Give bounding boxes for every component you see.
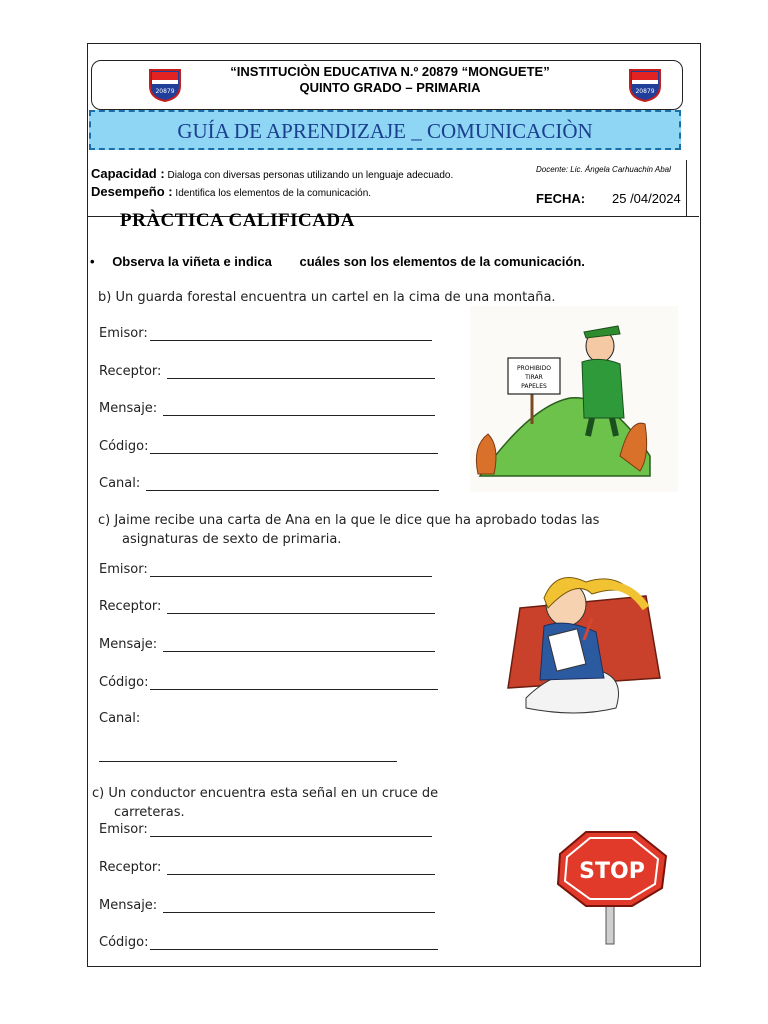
ex3-mensaje-blank[interactable] <box>163 912 435 913</box>
institution-name: “INSTITUCIÒN EDUCATIVA N.º 20879 “MONGUETE” <box>230 64 550 79</box>
ex2-mensaje-label: Mensaje: <box>99 637 158 652</box>
grade-level: QUINTO GRADO – PRIMARIA <box>299 80 481 95</box>
capacidad-row <box>91 166 531 181</box>
ex2-receptor-blank[interactable] <box>167 613 435 614</box>
instruction-part-b: cuáles son los elementos de la comunicación. <box>299 254 585 269</box>
ex1-mensaje-blank[interactable] <box>163 415 435 416</box>
practice-title: PRÀCTICA CALIFICADA <box>120 210 355 231</box>
desempeno-row <box>91 184 531 199</box>
ex1-canal-blank[interactable] <box>146 490 439 491</box>
ex3-receptor-label: Receptor: <box>99 860 162 875</box>
svg-text:PAPELES: PAPELES <box>521 383 547 390</box>
bullet-icon: • <box>90 254 95 269</box>
ex1-receptor-blank[interactable] <box>167 378 435 379</box>
ex2-emisor-label: Emisor: <box>99 562 148 577</box>
ex1-canal-label: Canal: <box>99 476 141 491</box>
ex1-emisor-blank[interactable] <box>150 340 432 341</box>
ex2-codigo-blank[interactable] <box>150 689 438 690</box>
ex3-codigo-blank[interactable] <box>150 949 438 950</box>
stop-sign-text: STOP <box>579 859 645 884</box>
exercise-c1-prompt-line2: asignaturas de sexto de primaria. <box>122 532 342 547</box>
exercise-c1-prompt-line1: c) Jaime recibe una carta de Ana en la que le dice que ha aprobado todas las <box>98 513 600 528</box>
instruction <box>90 254 585 269</box>
date-label: FECHA: <box>536 191 586 206</box>
ex2-codigo-label: Código: <box>99 675 149 690</box>
ex1-mensaje-label: Mensaje: <box>99 401 158 416</box>
capacidad-text: Dialoga con diversas personas utilizando un lenguaje adecuado. <box>167 170 454 181</box>
ex2-receptor-label: Receptor: <box>99 599 162 614</box>
svg-text:PROHIBIDO: PROHIBIDO <box>516 365 552 372</box>
ex2-canal-label: Canal: <box>99 711 141 726</box>
teacher-name: Docente: Lic. Ángela Carhuachin Abal <box>536 165 671 174</box>
info-side-rule <box>686 160 687 216</box>
exercise-c2-prompt-line2: carreteras. <box>114 805 185 820</box>
svg-text:TIRAR: TIRAR <box>525 374 543 381</box>
guide-title: GUÍA DE APRENDIZAJE _ COMUNICACIÒN <box>177 119 593 143</box>
girl-letter-illustration <box>496 548 668 718</box>
forest-guard-illustration <box>470 306 678 492</box>
guide-banner <box>89 110 681 150</box>
ex1-receptor-label: Receptor: <box>99 364 162 379</box>
ex3-receptor-blank[interactable] <box>167 874 435 875</box>
ex1-emisor-label: Emisor: <box>99 326 148 341</box>
ex2-emisor-blank[interactable] <box>150 576 432 577</box>
desempeno-text: Identifica los elementos de la comunicación. <box>175 188 372 199</box>
ex1-codigo-label: Código: <box>99 439 149 454</box>
badge-number-right: 20879 <box>635 88 655 95</box>
ex2-mensaje-blank[interactable] <box>163 651 435 652</box>
stop-sign-illustration <box>546 826 676 946</box>
desempeno-label: Desempeño : <box>91 184 173 199</box>
header-text <box>91 64 689 96</box>
ex2-canal-blank[interactable] <box>99 761 397 762</box>
ex3-emisor-label: Emisor: <box>99 822 148 837</box>
instruction-part-a: Observa la viñeta e indica <box>112 254 272 269</box>
ex3-emisor-blank[interactable] <box>150 836 432 837</box>
exercise-b-prompt: b) Un guarda forestal encuentra un cartel en la cima de una montaña. <box>98 290 556 305</box>
capacidad-label: Capacidad : <box>91 166 165 181</box>
ex3-codigo-label: Código: <box>99 935 149 950</box>
ex1-codigo-blank[interactable] <box>150 453 438 454</box>
ex3-mensaje-label: Mensaje: <box>99 898 158 913</box>
badge-number-left: 20879 <box>155 88 175 95</box>
exercise-c2-prompt-line1: c) Un conductor encuentra esta señal en un cruce de <box>92 786 439 801</box>
date-value: 25 /04/2024 <box>612 191 681 206</box>
